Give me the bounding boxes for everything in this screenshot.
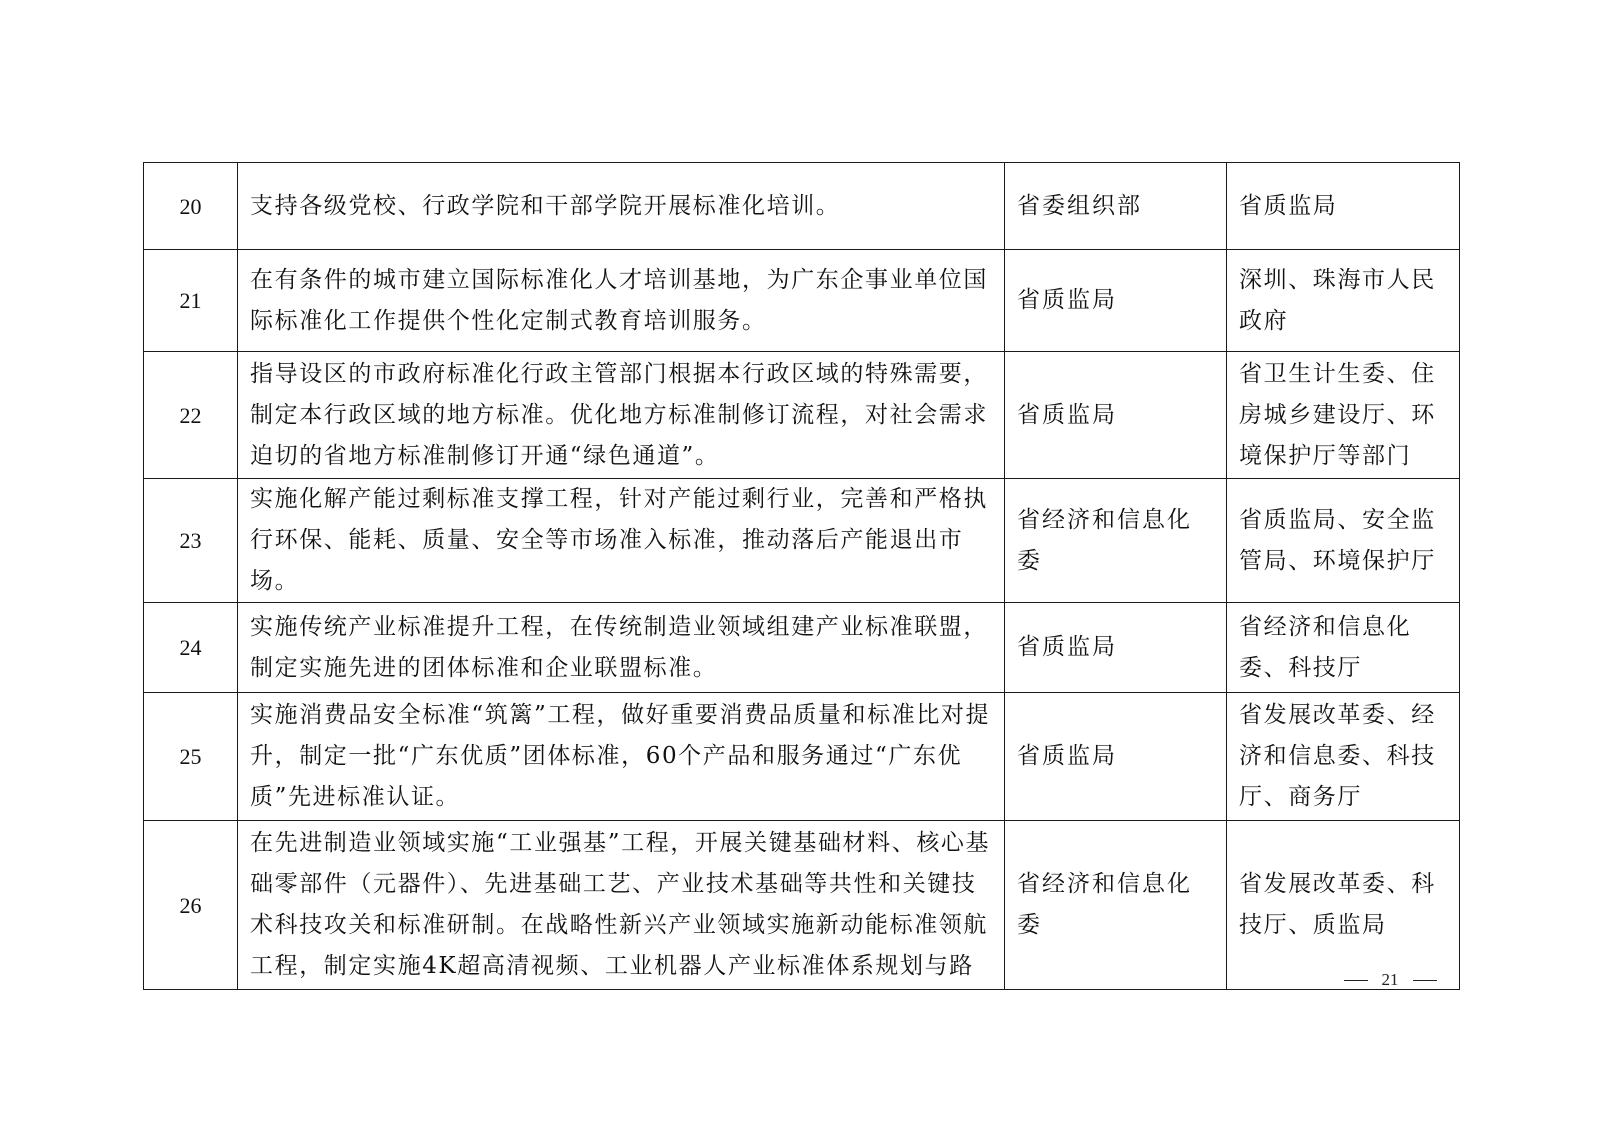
lead-department: 省经济和信息化委 [1005, 479, 1227, 603]
footer-dash-right [1413, 980, 1437, 981]
task-description: 在先进制造业领域实施“工业强基”工程，开展关键基础材料、核心基础零部件（元器件）、先进基础工艺、产业技术基础等共性和关键技术科技攻关和标准研制。在战略性新兴产业领域实施新动能标准领航工程，制定实施4K超高清视频、工业机器人产业标准体系规划与路 [238, 821, 1005, 990]
table-row [144, 163, 1460, 250]
row-number: 26 [144, 821, 238, 990]
row-number: 20 [144, 163, 238, 250]
task-description: 指导设区的市政府标准化行政主管部门根据本行政区域的特殊需要，制定本行政区域的地方标准。优化地方标准制修订流程，对社会需求迫切的省地方标准制修订开通“绿色通道”。 [238, 352, 1005, 479]
footer-dash-left [1344, 980, 1368, 981]
lead-department: 省质监局 [1005, 250, 1227, 352]
page-number: 21 [1381, 970, 1399, 989]
task-description: 实施消费品安全标准“筑篱”工程，做好重要消费品质量和标准比对提升，制定一批“广东优质”团体标准，60个产品和服务通过“广东优质”先进标准认证。 [238, 693, 1005, 821]
task-description: 支持各级党校、行政学院和干部学院开展标准化培训。 [238, 163, 1005, 250]
lead-department: 省委组织部 [1005, 163, 1227, 250]
row-number: 23 [144, 479, 238, 603]
table-row [144, 352, 1460, 479]
table-row [144, 693, 1460, 821]
cooperating-departments: 省质监局 [1227, 163, 1460, 250]
table-row [144, 603, 1460, 693]
task-table [143, 162, 1460, 990]
row-number: 22 [144, 352, 238, 479]
cooperating-departments: 省经济和信息化委、科技厅 [1227, 603, 1460, 693]
cooperating-departments: 省发展改革委、科技厅、质监局 [1227, 821, 1460, 990]
table-row [144, 479, 1460, 603]
lead-department: 省质监局 [1005, 603, 1227, 693]
lead-department: 省经济和信息化委 [1005, 821, 1227, 990]
lead-department: 省质监局 [1005, 352, 1227, 479]
cooperating-departments: 省质监局、安全监管局、环境保护厅 [1227, 479, 1460, 603]
cooperating-departments: 省发展改革委、经济和信息委、科技厅、商务厅 [1227, 693, 1460, 821]
row-number: 25 [144, 693, 238, 821]
lead-department: 省质监局 [1005, 693, 1227, 821]
task-description: 实施传统产业标准提升工程，在传统制造业领域组建产业标准联盟，制定实施先进的团体标准和企业联盟标准。 [238, 603, 1005, 693]
row-number: 21 [144, 250, 238, 352]
table-row [144, 821, 1460, 990]
table-row [144, 250, 1460, 352]
task-description: 在有条件的城市建立国际标准化人才培训基地，为广东企事业单位国际标准化工作提供个性化定制式教育培训服务。 [238, 250, 1005, 352]
cooperating-departments: 深圳、珠海市人民政府 [1227, 250, 1460, 352]
task-description: 实施化解产能过剩标准支撑工程，针对产能过剩行业，完善和严格执行环保、能耗、质量、安全等市场准入标准，推动落后产能退出市场。 [238, 479, 1005, 603]
page-footer [1340, 968, 1440, 992]
row-number: 24 [144, 603, 238, 693]
cooperating-departments: 省卫生计生委、住房城乡建设厅、环境保护厅等部门 [1227, 352, 1460, 479]
